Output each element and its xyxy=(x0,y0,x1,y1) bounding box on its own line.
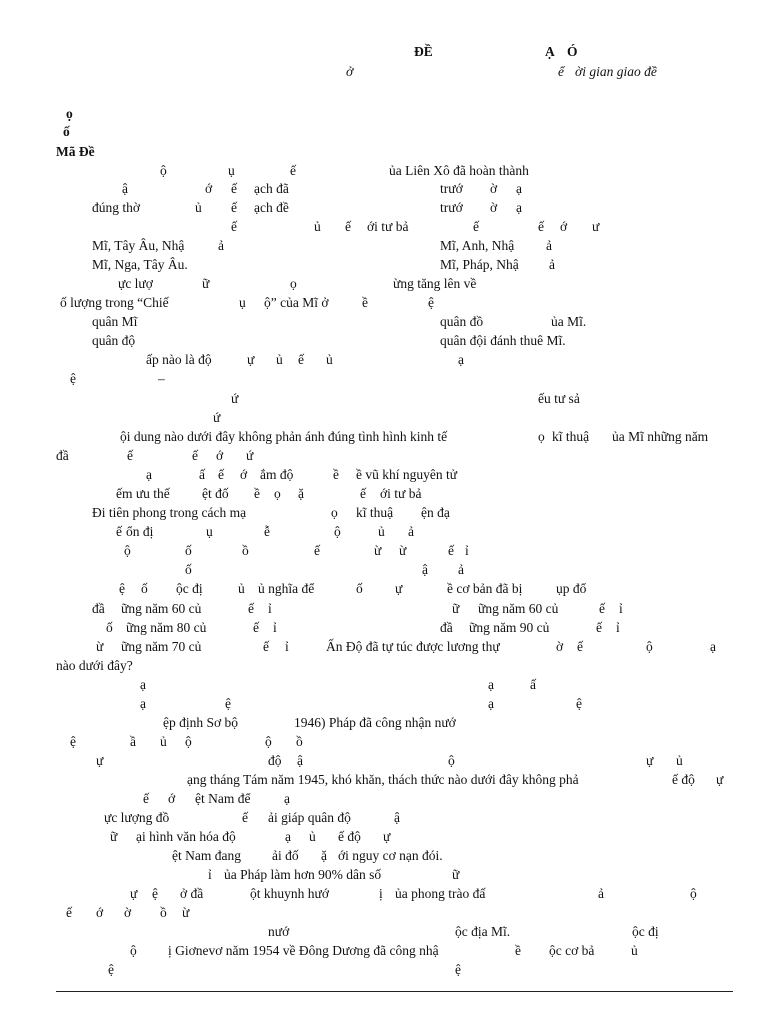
text-line xyxy=(0,256,768,274)
text-fragment: ủa phong trào đấ xyxy=(395,886,486,901)
text-fragment: Ạ xyxy=(545,44,555,59)
text-fragment: ững năm 70 củ xyxy=(121,639,202,654)
text-line xyxy=(0,771,768,789)
text-fragment: ỉ xyxy=(273,620,277,635)
text-fragment: ụ xyxy=(239,295,246,310)
text-fragment: ại hình văn hóa độ xyxy=(136,829,236,844)
text-fragment: 1946) Pháp đã công nhận nướ xyxy=(294,715,456,730)
text-fragment: ầ xyxy=(130,734,136,749)
text-line xyxy=(0,866,768,884)
text-fragment: Mĩ, Anh, Nhậ xyxy=(440,238,515,253)
text-line xyxy=(0,43,768,61)
text-fragment: ủ xyxy=(314,219,321,234)
text-fragment: ứ xyxy=(213,410,221,425)
text-fragment: ế xyxy=(577,639,583,654)
text-fragment: ế xyxy=(298,352,304,367)
text-line xyxy=(0,447,768,465)
text-fragment: ị xyxy=(379,886,383,901)
text-fragment: ộ xyxy=(185,734,192,749)
text-fragment: Ó xyxy=(567,44,578,59)
text-fragment: ủa Liên Xô đã hoàn thành xyxy=(389,163,529,178)
text-fragment: ới tư bả xyxy=(380,486,422,501)
text-fragment: ế xyxy=(360,486,366,501)
text-fragment: ớ xyxy=(168,791,176,806)
text-line xyxy=(0,961,768,979)
text-fragment: ộ” của Mĩ ở xyxy=(264,295,329,310)
text-line xyxy=(0,294,768,312)
footer-divider xyxy=(56,991,733,992)
text-fragment: ặ xyxy=(321,848,327,863)
text-fragment: ế xyxy=(231,181,237,196)
text-fragment: ấ xyxy=(530,677,536,692)
text-line xyxy=(0,695,768,713)
text-fragment: ạ xyxy=(488,677,494,692)
text-fragment: ệ xyxy=(455,962,461,977)
text-fragment: ện đạ xyxy=(421,505,450,520)
text-fragment: ộ xyxy=(334,524,341,539)
text-fragment: ới tư bả xyxy=(367,219,409,234)
text-fragment: ọ xyxy=(538,429,545,444)
text-fragment: trướ xyxy=(440,181,463,196)
text-fragment: ế xyxy=(231,200,237,215)
text-fragment: ạ xyxy=(516,181,522,196)
text-fragment: ề xyxy=(254,486,260,501)
text-fragment: nướ xyxy=(268,924,290,939)
text-fragment: ự xyxy=(96,753,104,768)
text-fragment: ế xyxy=(345,219,351,234)
text-line xyxy=(0,485,768,503)
text-fragment: ực lượng đồ xyxy=(104,810,170,825)
text-line xyxy=(0,466,768,484)
text-fragment: quân Mĩ xyxy=(92,314,138,329)
text-fragment: ộ xyxy=(690,886,697,901)
text-fragment: độ xyxy=(268,753,282,768)
text-fragment: ề cơ bản đã bị xyxy=(447,581,523,596)
text-fragment: ỉ xyxy=(619,601,623,616)
text-line xyxy=(0,904,768,922)
text-line xyxy=(0,676,768,694)
text-fragment: ếu tư sả xyxy=(538,391,580,406)
text-fragment: ự xyxy=(646,753,654,768)
text-line xyxy=(0,275,768,293)
text-line xyxy=(0,63,768,81)
text-fragment: ủa Pháp làm hơn 90% dân số xyxy=(224,867,382,882)
text-fragment: ỉ xyxy=(616,620,620,635)
text-line xyxy=(0,504,768,522)
text-fragment: ế xyxy=(248,601,254,616)
text-line xyxy=(0,218,768,236)
text-fragment: ệt đố xyxy=(202,486,229,501)
text-fragment: ữ xyxy=(110,829,118,844)
text-fragment: ở đầ xyxy=(180,886,204,901)
text-fragment: ững năm 60 củ xyxy=(121,601,202,616)
text-fragment: ể xyxy=(558,64,564,79)
text-fragment: kĩ thuậ xyxy=(552,429,590,444)
text-fragment: ĐỀ xyxy=(414,44,433,59)
text-fragment: ế xyxy=(599,601,605,616)
text-line xyxy=(0,542,768,560)
text-fragment: ệ xyxy=(70,371,76,386)
text-fragment: ụ xyxy=(228,163,235,178)
text-fragment: ế xyxy=(314,543,320,558)
text-fragment: ệ xyxy=(576,696,582,711)
text-fragment: ế độ xyxy=(338,829,361,844)
text-fragment: ố xyxy=(356,581,363,596)
text-fragment: ớ xyxy=(240,467,248,482)
text-fragment: ố xyxy=(185,562,192,577)
text-line xyxy=(0,390,768,408)
text-line xyxy=(0,351,768,369)
text-fragment: ủ xyxy=(378,524,385,539)
text-line xyxy=(0,790,768,808)
text-fragment: ộ xyxy=(265,734,272,749)
text-fragment: ếm ưu thế xyxy=(116,486,170,501)
text-fragment: ực lượ xyxy=(118,276,153,291)
text-fragment: ế xyxy=(473,219,479,234)
text-line xyxy=(0,409,768,427)
text-fragment: ệ xyxy=(119,581,125,596)
text-fragment: nào dưới đây? xyxy=(56,658,133,673)
text-fragment: đầ xyxy=(440,620,453,635)
text-fragment: ỉ xyxy=(465,543,469,558)
text-line xyxy=(0,752,768,770)
text-fragment: ủ xyxy=(309,829,316,844)
text-fragment: ạ xyxy=(285,829,291,844)
text-fragment: ững năm 60 củ xyxy=(478,601,559,616)
text-fragment: ủa Mĩ. xyxy=(551,314,587,329)
text-fragment: ạ xyxy=(146,467,152,482)
text-fragment: ạ xyxy=(488,696,494,711)
text-line xyxy=(0,199,768,217)
text-fragment: ạch đề xyxy=(254,200,289,215)
text-fragment: ạ xyxy=(140,696,146,711)
text-fragment: ậ xyxy=(422,562,428,577)
text-line xyxy=(0,105,768,123)
text-fragment: ủ xyxy=(326,352,333,367)
text-fragment: ời gian giao đề xyxy=(575,64,657,79)
text-fragment: ứ xyxy=(231,391,239,406)
text-line xyxy=(0,638,768,656)
text-fragment: ọ xyxy=(274,486,281,501)
text-line xyxy=(0,733,768,751)
text-fragment: ộ xyxy=(130,943,137,958)
text-fragment: ộc cơ bả xyxy=(549,943,595,958)
text-fragment: ớ xyxy=(96,905,104,920)
text-line xyxy=(0,180,768,198)
text-fragment: ế xyxy=(596,620,602,635)
text-line xyxy=(0,885,768,903)
text-fragment: quân độ xyxy=(92,333,136,348)
text-fragment: ạ xyxy=(140,677,146,692)
text-fragment: ệ xyxy=(225,696,231,711)
text-fragment: ề xyxy=(515,943,521,958)
text-fragment: ắm độ xyxy=(260,467,294,482)
text-fragment: ề xyxy=(333,467,339,482)
text-line xyxy=(0,162,768,180)
text-fragment: ủ nghĩa để xyxy=(258,581,315,596)
text-fragment: ọ xyxy=(290,276,297,291)
text-fragment: Mĩ, Tây Âu, Nhậ xyxy=(92,238,185,253)
text-line xyxy=(0,523,768,541)
text-fragment: ừ xyxy=(399,543,407,558)
text-fragment: ộc đị xyxy=(176,581,203,596)
text-fragment: ế xyxy=(127,448,133,463)
text-fragment: Mã Đề xyxy=(56,144,95,159)
text-fragment: ự xyxy=(130,886,138,901)
text-fragment: ề xyxy=(362,295,368,310)
text-fragment: đầ xyxy=(92,601,105,616)
text-line xyxy=(0,657,768,675)
text-fragment: ế xyxy=(143,791,149,806)
text-fragment: ự xyxy=(383,829,391,844)
text-fragment: ỉ xyxy=(208,867,212,882)
text-fragment: ậ xyxy=(122,181,128,196)
text-fragment: trướ xyxy=(440,200,463,215)
text-line xyxy=(0,561,768,579)
text-fragment: ờ xyxy=(556,639,564,654)
text-fragment: ế xyxy=(263,639,269,654)
text-fragment: ộ xyxy=(124,543,131,558)
text-fragment: ớ xyxy=(216,448,224,463)
text-fragment: ế xyxy=(66,905,72,920)
text-fragment: ế độ xyxy=(672,772,695,787)
text-fragment: ế xyxy=(253,620,259,635)
text-line xyxy=(0,923,768,941)
text-fragment: ừ xyxy=(182,905,190,920)
text-fragment: quân đội đánh thuê Mĩ. xyxy=(440,333,566,348)
text-line xyxy=(0,714,768,732)
text-fragment: ủ xyxy=(676,753,683,768)
text-fragment: ả xyxy=(546,238,552,253)
text-fragment: ư xyxy=(592,219,600,234)
text-fragment: ổn đị xyxy=(126,524,154,539)
text-fragment: ủ xyxy=(631,943,638,958)
text-fragment: ậ xyxy=(394,810,400,825)
text-fragment: ế xyxy=(448,543,454,558)
text-fragment: ố xyxy=(63,124,70,139)
text-fragment: ệ xyxy=(428,295,434,310)
text-line xyxy=(0,143,768,161)
text-line xyxy=(0,428,768,446)
text-fragment: ả xyxy=(408,524,414,539)
text-fragment: ờ xyxy=(490,200,498,215)
text-fragment: ố lượng trong “Chiế xyxy=(60,295,169,310)
text-fragment: ấ xyxy=(199,467,205,482)
text-fragment: ồ xyxy=(160,905,167,920)
text-line xyxy=(0,828,768,846)
text-line xyxy=(0,123,768,141)
text-line xyxy=(0,237,768,255)
text-line xyxy=(0,942,768,960)
text-fragment: ả xyxy=(218,238,224,253)
text-fragment: ề vũ khí nguyên tử xyxy=(356,467,458,482)
text-fragment: ỉ xyxy=(285,639,289,654)
text-fragment: ớ xyxy=(205,181,213,196)
text-fragment: ố xyxy=(106,620,113,635)
text-line xyxy=(0,313,768,331)
text-fragment: ọ xyxy=(66,106,73,121)
text-fragment: ụ xyxy=(206,524,213,539)
text-fragment: ỉ xyxy=(268,601,272,616)
text-fragment: ải giáp quân độ xyxy=(268,810,351,825)
text-fragment: ững năm 90 củ xyxy=(469,620,550,635)
text-fragment: ế xyxy=(116,524,122,539)
text-line xyxy=(0,809,768,827)
text-fragment: ả xyxy=(598,886,604,901)
text-fragment: ồ xyxy=(296,734,303,749)
text-fragment: ị Giơnevơ năm 1954 về Đông Dương đã công nhậ xyxy=(168,943,439,958)
text-fragment: ệ xyxy=(70,734,76,749)
text-fragment: kĩ thuậ xyxy=(356,505,394,520)
text-fragment: ải đố xyxy=(272,848,299,863)
text-fragment: ậ xyxy=(297,753,303,768)
text-fragment: ữ xyxy=(452,601,460,616)
text-fragment: ự xyxy=(395,581,403,596)
text-fragment: ạch đã xyxy=(254,181,289,196)
text-fragment: ế xyxy=(218,467,224,482)
text-fragment: – xyxy=(158,371,165,386)
text-fragment: ạ xyxy=(284,791,290,806)
text-fragment: ụp đổ xyxy=(556,581,587,596)
text-fragment: Đi tiên phong trong cách mạ xyxy=(92,505,247,520)
text-fragment: ế xyxy=(290,163,296,178)
text-fragment: ố xyxy=(141,581,148,596)
text-fragment: ủa Mĩ những năm xyxy=(612,429,709,444)
text-fragment: ộ xyxy=(160,163,167,178)
text-fragment: ới nguy cơ nạn đói. xyxy=(338,848,443,863)
text-fragment: ữ xyxy=(452,867,460,882)
text-fragment: ủ xyxy=(160,734,167,749)
text-fragment: ờ xyxy=(124,905,132,920)
text-line xyxy=(0,600,768,618)
text-line xyxy=(0,332,768,350)
text-fragment: ệt Nam đang xyxy=(172,848,241,863)
text-fragment: ệ xyxy=(108,962,114,977)
text-fragment: ả xyxy=(458,562,464,577)
text-fragment: ả xyxy=(549,257,555,272)
text-fragment: Mĩ, Nga, Tây Âu. xyxy=(92,257,188,272)
text-fragment: ứ xyxy=(246,448,254,463)
text-line xyxy=(0,370,768,388)
text-fragment: ạng tháng Tám năm 1945, khó khăn, thách thức nào dưới đây không phả xyxy=(187,772,579,787)
text-fragment: ột khuynh hướ xyxy=(250,886,329,901)
text-fragment: ội dung nào dưới đây không phản ánh đúng tình hình kinh tế xyxy=(120,429,448,444)
text-fragment: ừ xyxy=(374,543,382,558)
text-fragment: ủ xyxy=(195,200,202,215)
text-fragment: ừng tăng lên về xyxy=(393,276,477,291)
text-fragment: ọ xyxy=(331,505,338,520)
text-fragment: ạ xyxy=(710,639,716,654)
text-fragment: ấp nào là độ xyxy=(146,352,212,367)
text-fragment: ễ xyxy=(264,524,270,539)
text-fragment: Ấn Độ đã tự túc được lương thự xyxy=(326,639,500,654)
text-fragment: ững năm 80 củ xyxy=(126,620,207,635)
text-fragment: ự xyxy=(716,772,724,787)
text-fragment: ố xyxy=(185,543,192,558)
text-fragment: ặ xyxy=(298,486,304,501)
text-fragment: quân đồ xyxy=(440,314,484,329)
text-fragment: ạ xyxy=(516,200,522,215)
text-fragment: ệt Nam để xyxy=(195,791,251,806)
text-fragment: ở xyxy=(346,64,354,79)
text-fragment: ộ xyxy=(646,639,653,654)
text-fragment: ự xyxy=(247,352,255,367)
text-fragment: đúng thờ xyxy=(92,200,141,215)
text-line xyxy=(0,847,768,865)
text-fragment: ừ xyxy=(96,639,104,654)
text-fragment: Mĩ, Pháp, Nhậ xyxy=(440,257,519,272)
text-fragment: đầ xyxy=(56,448,69,463)
text-fragment: ế xyxy=(192,448,198,463)
text-fragment: ồ xyxy=(242,543,249,558)
text-line xyxy=(0,619,768,637)
text-line xyxy=(0,580,768,598)
text-fragment: ộc địa Mĩ. xyxy=(455,924,511,939)
text-fragment: ờ xyxy=(490,181,498,196)
text-fragment: ế xyxy=(242,810,248,825)
text-fragment: ữ xyxy=(202,276,210,291)
text-fragment: ệ xyxy=(152,886,158,901)
text-fragment: ạ xyxy=(458,352,464,367)
text-fragment: ế xyxy=(538,219,544,234)
text-fragment: ệp định Sơ bộ xyxy=(163,715,239,730)
text-fragment: ớ xyxy=(560,219,568,234)
text-fragment: ộ xyxy=(448,753,455,768)
text-fragment: ủ xyxy=(276,352,283,367)
text-fragment: ế xyxy=(231,219,237,234)
text-fragment: ủ xyxy=(238,581,245,596)
text-fragment: ộc đị xyxy=(632,924,659,939)
